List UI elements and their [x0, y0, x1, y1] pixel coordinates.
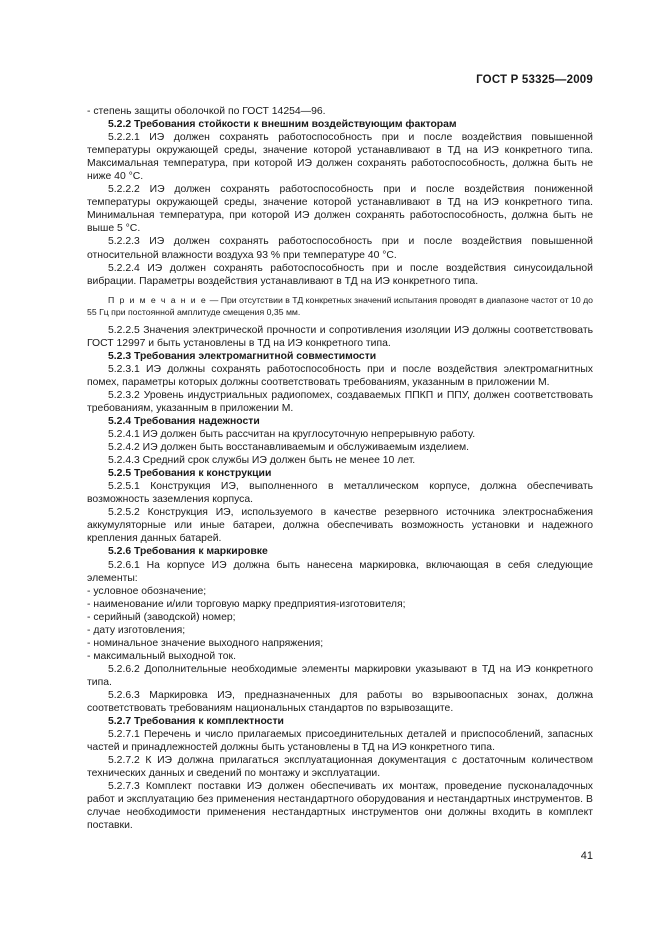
- note-text: — При отсутствии в ТД конкретных значений испытания проводят в диапазоне частот от 10 до 55 Гц при постоянной амплитуде смещения 0,35 мм.: [87, 294, 593, 318]
- clause-paragraph: 5.2.7.3 Комплект поставки ИЭ должен обеспечивать их монтаж, проведение пусконаладочных работ и эксплуатацию без применения нестандартного оборудования и нестандартных инструментов. В случае необходимости применения нестандартных инструментов они должны входить в комплект поставки.: [87, 781, 593, 832]
- clause-paragraph: 5.2.7.2 К ИЭ должна прилагаться эксплуатационная документация с достаточным количеством технических данных и сведений по монтажу и эксплуатации.: [87, 755, 593, 780]
- section-heading: 5.2.5 Требования к конструкции: [108, 468, 272, 480]
- list-item: - серийный (заводской) номер;: [87, 611, 236, 623]
- clause-paragraph: 5.2.2.3 ИЭ должен сохранять работоспособность при и после воздействия повышенной относительной влажности воздуха 93 % при температуре 40 °С.: [87, 236, 593, 261]
- list-item: - наименование и/или торговую марку предприятия-изготовителя;: [87, 598, 406, 610]
- clause-paragraph: 5.2.4.3 Средний срок службы ИЭ должен быть не менее 10 лет.: [108, 455, 416, 467]
- list-item: - условное обозначение;: [87, 585, 207, 597]
- list-item: - степень защиты оболочкой по ГОСТ 14254—96.: [87, 106, 326, 117]
- list-item: - максимальный выходной ток.: [87, 650, 236, 662]
- section-heading: 5.2.2 Требования стойкости к внешним воздействующим факторам: [108, 119, 457, 131]
- document-body: [87, 105, 593, 832]
- clause-paragraph: 5.2.6.3 Маркировка ИЭ, предназначенных для работы во взрывоопасных зонах, должна соответствовать требованиям национальных стандартов по взрывозащите.: [87, 689, 593, 715]
- document-header: ГОСТ Р 53325—2009: [476, 74, 593, 86]
- clause-paragraph: 5.2.4.2 ИЭ должен быть восстанавливаемым и обслуживаемым изделием.: [108, 442, 470, 454]
- section-heading: 5.2.7 Требования к комплектности: [108, 716, 284, 728]
- clause-paragraph: 5.2.6.1 На корпусе ИЭ должна быть нанесена маркировка, включающая в себя следующие элементы:: [87, 559, 593, 584]
- clause-paragraph: 5.2.3.1 ИЭ должны сохранять работоспособность при и после воздействия электромагнитных помех, параметры которых должны соответствовать требованиям, указанным в приложении М.: [87, 363, 593, 388]
- list-item: - дату изготовления;: [87, 624, 186, 636]
- note-paragraph: [87, 294, 593, 319]
- clause-paragraph: 5.2.5.1 Конструкция ИЭ, выполненного в металлическом корпусе, должна обеспечивать возможность заземления корпуса.: [87, 481, 593, 506]
- clause-paragraph: 5.2.7.1 Перечень и число прилагаемых присоединительных деталей и приспособлений, запасных частей и принадлежностей должны быть установлены в ТД на ИЭ конкретного типа.: [87, 729, 593, 754]
- clause-paragraph: 5.2.4.1 ИЭ должен быть рассчитан на круглосуточную непрерывную работу.: [108, 429, 476, 441]
- clause-paragraph: 5.2.2.5 Значения электрической прочности и сопротивления изоляции ИЭ должны соответствовать ГОСТ 12997 и быть установлены в ТД на ИЭ конкретного типа.: [87, 324, 593, 349]
- section-heading: 5.2.4 Требования надежности: [108, 415, 260, 427]
- clause-paragraph: 5.2.6.2 Дополнительные необходимые элементы маркировки указывают в ТД на ИЭ конкретного типа.: [87, 663, 593, 688]
- clause-paragraph: 5.2.5.2 Конструкция ИЭ, используемого в качестве резервного источника электроснабжения аккумуляторные или иные батареи, должна обеспечивать возможность установки и надежного крепления данных батарей.: [87, 507, 593, 545]
- list-item: - номинальное значение выходного напряжения;: [87, 637, 324, 649]
- clause-paragraph: 5.2.3.2 Уровень индустриальных радиопомех, создаваемых ППКП и ППУ, должен соответствовать требованиям, указанным в приложении М.: [87, 389, 593, 414]
- clause-paragraph: 5.2.2.1 ИЭ должен сохранять работоспособность при и после воздействия повышенной температуры окружающей среды, значение которой устанавливают в ТД на ИЭ конкретного типа. Максимальная температура, при которой ИЭ должен сохранять работоспособность, должна быть не ниже 40 °С.: [87, 132, 593, 183]
- page-number: 41: [580, 850, 593, 862]
- note-label: П р и м е ч а н и е: [108, 294, 208, 305]
- section-heading: 5.2.6 Требования к маркировке: [108, 546, 268, 558]
- clause-paragraph: 5.2.2.4 ИЭ должен сохранять работоспособность при и после воздействия синусоидальной вибрации. Параметры воздействия устанавливают в ТД на ИЭ конкретного типа.: [87, 262, 593, 287]
- clause-paragraph: 5.2.2.2 ИЭ должен сохранять работоспособность при и после воздействия пониженной температуры окружающей среды, значение которой устанавливают в ТД на ИЭ конкретного типа. Минимальная температура, при которой ИЭ должен сохранять работоспособность, должна быть не выше 5 °С.: [87, 184, 593, 235]
- section-heading: 5.2.3 Требования электромагнитной совместимости: [108, 350, 377, 362]
